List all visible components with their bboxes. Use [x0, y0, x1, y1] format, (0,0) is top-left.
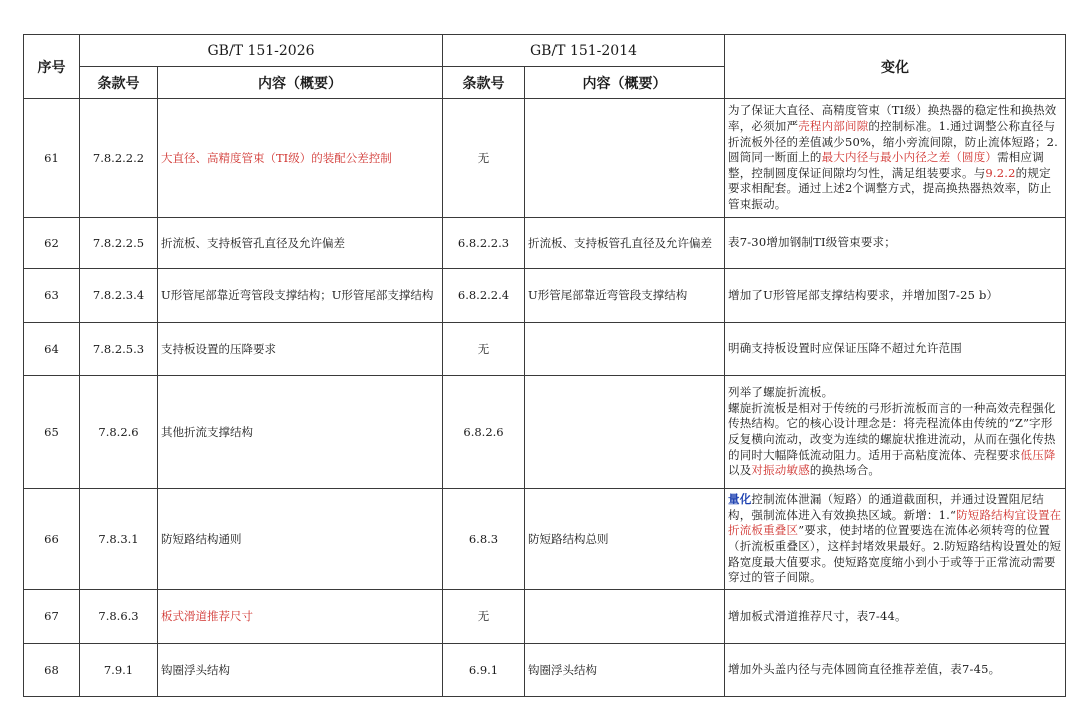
row-number: 65: [24, 376, 80, 489]
table-row: [24, 644, 1066, 697]
change-text: 列举了螺旋折流板。: [728, 385, 834, 400]
highlighted-text: 9.2.2: [985, 165, 1016, 180]
change-text: 表7-30增加钢制TI级管束要求；: [728, 235, 896, 250]
change-text: 明确支持板设置时应保证压降不超过允许范围: [728, 341, 962, 356]
old-clause-number: 6.8.3: [443, 489, 525, 590]
change-text: 增加板式滑道推荐尺寸，表7-44。: [728, 608, 907, 623]
new-content: U形管尾部靠近弯管段支撑结构；U形管尾部支撑结构: [158, 269, 443, 323]
highlighted-text: 量化: [728, 492, 752, 507]
old-clause-number: 6.8.2.2.4: [443, 269, 525, 323]
old-clause-number: 6.8.2.6: [443, 376, 525, 489]
change-description: [725, 323, 1066, 376]
header-seq: 序号: [24, 35, 80, 99]
header-new-content: 内容（概要）: [158, 67, 443, 99]
table-row: [24, 590, 1066, 644]
highlighted-text: 最大内径与最小内径之差（圆度）: [821, 150, 998, 165]
highlighted-text: 低压降: [1020, 447, 1056, 462]
change-text: 的换热场合。: [809, 463, 881, 478]
change-description: [725, 218, 1066, 269]
old-content: [525, 376, 725, 489]
header-change: 变化: [725, 35, 1066, 99]
change-text: 螺旋折流板是相对于传统的弓形折流板而言的一种高效壳程强化传热结构。它的核心设计理念是：将壳程流体由传统的“Z”字形反复横向流动，改变为连续的螺旋状推进流动，从而在强化传热的同时大幅降低流动阻力。适用于高粘度流体、壳程要求: [728, 400, 1056, 462]
new-clause-number: 7.8.2.5.3: [80, 323, 158, 376]
table-row: [24, 99, 1066, 218]
change-description: [725, 269, 1066, 323]
row-number: 66: [24, 489, 80, 590]
change-description: [725, 376, 1066, 489]
change-description: [725, 489, 1066, 590]
header-std-new: GB/T 151-2026: [80, 35, 443, 67]
old-content: [525, 323, 725, 376]
header-new-clause: 条款号: [80, 67, 158, 99]
change-text: 的规定要求相配套。通过上述2个调整方式，提高换热器热效率，防止管束振动。: [728, 165, 1052, 211]
old-content: [525, 590, 725, 644]
table-row: [24, 489, 1066, 590]
change-text: 需相应调整，控制圆度保证间隙均匀性，满足组装要求。与: [728, 150, 1044, 180]
old-content: 防短路结构总则: [525, 489, 725, 590]
change-text: 增加外头盖内径与壳体圆筒直径推荐差值，表7-45。: [728, 662, 1001, 677]
header-old-content: 内容（概要）: [525, 67, 725, 99]
old-clause-number: 无: [443, 99, 525, 218]
old-content: U形管尾部靠近弯管段支撑结构: [525, 269, 725, 323]
old-clause-number: 无: [443, 323, 525, 376]
new-clause-number: 7.9.1: [80, 644, 158, 697]
new-content: 防短路结构通则: [158, 489, 443, 590]
change-text: 为了保证大直径、高精度管束（TI级）换热器的稳定性和换热效率，必须加严: [728, 103, 1057, 134]
comparison-table-wrapper: [23, 34, 1065, 697]
old-clause-number: 6.8.2.2.3: [443, 218, 525, 269]
change-text: 的控制标准。1.通过调整公称直径与折流板外径的差值减少50%，缩小旁流间隙，防止流体短路；2.圆筒同一断面上的: [728, 119, 1059, 165]
header-std-old: GB/T 151-2014: [443, 35, 725, 67]
row-number: 63: [24, 269, 80, 323]
highlighted-text: 壳程内部间隙: [798, 119, 869, 134]
change-text: ”要求，使封堵的位置要选在流体必须转弯的位置（折流板重叠区），这样封堵效果最好。2.防短路结构设置处的短路宽度最大值要求。使短路宽度缩小到小于或等于正常流动需要穿过的管子间隙。: [728, 523, 1062, 585]
highlighted-text: 防短路结构宜设置在折流板重叠区: [728, 507, 1062, 538]
old-clause-number: 无: [443, 590, 525, 644]
header-row-top: [24, 35, 1066, 67]
table-row: [24, 218, 1066, 269]
new-clause-number: 7.8.2.3.4: [80, 269, 158, 323]
highlighted-text: 对振动敏感: [751, 463, 810, 478]
new-content: 大直径、高精度管束（TI级）的装配公差控制: [158, 99, 443, 218]
row-number: 68: [24, 644, 80, 697]
change-text: 增加了U形管尾部支撑结构要求，并增加图7-25 b）: [728, 287, 999, 302]
new-content: 支持板设置的压降要求: [158, 323, 443, 376]
new-clause-number: 7.8.6.3: [80, 590, 158, 644]
row-number: 62: [24, 218, 80, 269]
table-row: [24, 269, 1066, 323]
new-content: 板式滑道推荐尺寸: [158, 590, 443, 644]
old-content: 折流板、支持板管孔直径及允许偏差: [525, 218, 725, 269]
row-number: 61: [24, 99, 80, 218]
change-description: [725, 644, 1066, 697]
new-clause-number: 7.8.3.1: [80, 489, 158, 590]
standard-comparison-table: [23, 34, 1066, 697]
new-content: 钩圈浮头结构: [158, 644, 443, 697]
change-description: [725, 590, 1066, 644]
new-clause-number: 7.8.2.2.5: [80, 218, 158, 269]
old-content: 钩圈浮头结构: [525, 644, 725, 697]
table-row: [24, 323, 1066, 376]
old-clause-number: 6.9.1: [443, 644, 525, 697]
row-number: 67: [24, 590, 80, 644]
table-body: [24, 99, 1066, 697]
new-clause-number: 7.8.2.6: [80, 376, 158, 489]
new-content: 其他折流支撑结构: [158, 376, 443, 489]
row-number: 64: [24, 323, 80, 376]
table-row: [24, 376, 1066, 489]
change-description: [725, 99, 1066, 218]
new-clause-number: 7.8.2.2.2: [80, 99, 158, 218]
change-text: 控制流体泄漏（短路）的通道截面积，并通过设置阻尼结构，强制流体进入有效换热区域。新增：1.“: [728, 492, 1044, 522]
header-old-clause: 条款号: [443, 67, 525, 99]
new-content: 折流板、支持板管孔直径及允许偏差: [158, 218, 443, 269]
change-text: 以及: [728, 463, 752, 478]
old-content: [525, 99, 725, 218]
